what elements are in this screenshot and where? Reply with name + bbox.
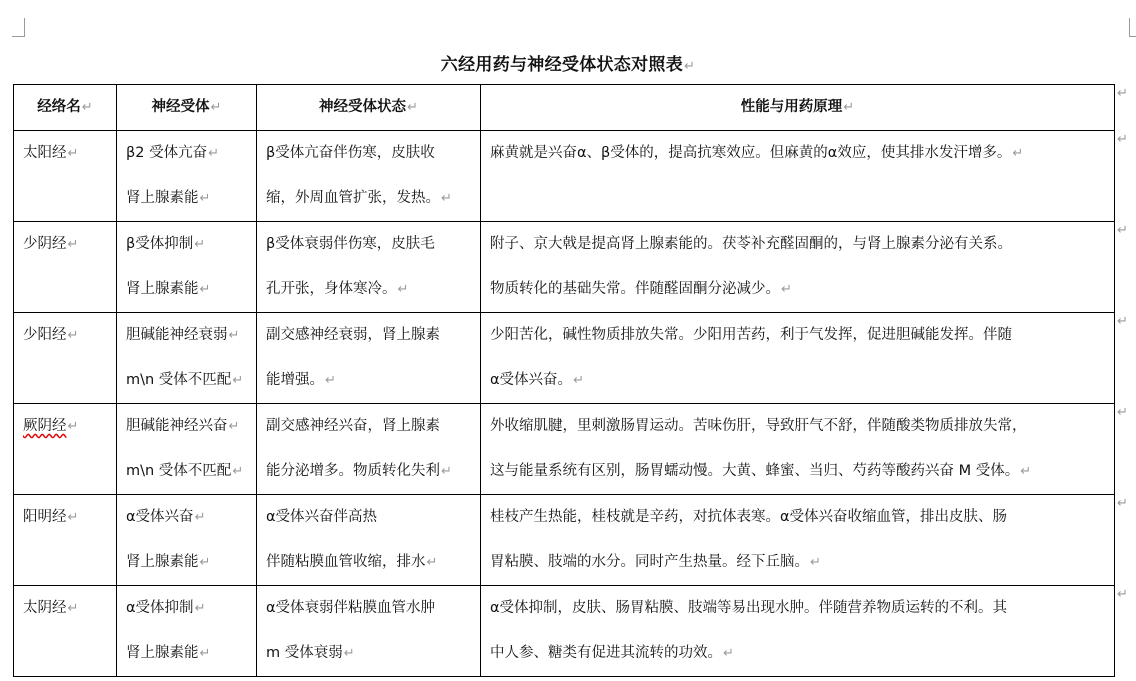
comparison-table [13,84,1115,677]
cell-line [490,404,1114,449]
cell-line [490,495,1114,540]
cell-line [126,540,256,585]
principle-text: 中人参、糖类有促进其流转的功效。 [490,645,722,661]
cell-line [266,131,480,176]
state-text: 副交感神经兴奋，肾上腺素 [266,418,440,434]
state-text: 缩，外周血管扩张，发热。 [266,190,440,206]
paragraph-mark-icon: ↵ [67,419,79,434]
cell-line [490,267,1114,312]
principle-text: 物质转化的基础失常。伴随醛固酮分泌减少。 [490,281,780,297]
cell-line [126,404,256,449]
cell-receptor[interactable] [117,495,257,586]
paragraph-mark-icon: ↵ [1020,464,1032,479]
paragraph-mark-icon: ↵ [199,191,211,206]
cell-principle[interactable] [481,495,1115,586]
paragraph-mark-icon: ↵ [194,510,206,525]
document-title-text: 六经用药与神经受体状态对照表 [440,55,683,75]
paragraph-mark-icon: ↵ [723,646,734,661]
row-end-mark-icon: ↵ [1117,587,1128,602]
principle-text: 外收缩肌腱，里刺激肠胃运动。苦味伤肝，导致肝气不舒，伴随酸类物质排放失常， [490,418,1027,434]
cell-line [126,631,256,676]
cell-line [266,495,480,540]
cell-meridian[interactable] [14,313,117,404]
cell-line [490,540,1114,585]
cell-state[interactable] [257,404,481,495]
paragraph-mark-icon: ↵ [441,191,452,206]
table-row [14,222,1115,313]
paragraph-mark-icon: ↵ [208,146,219,161]
header-label: 神经受体状态 [319,99,407,115]
meridian-name: 太阳经 [23,145,67,161]
state-text: m 受体衰弱 [266,645,343,661]
cell-principle[interactable] [481,222,1115,313]
cell-meridian[interactable] [14,404,117,495]
paragraph-mark-icon: ↵ [228,419,240,434]
cell-state[interactable] [257,131,481,222]
receptor-text: 胆碱能神经衰弱 [126,327,228,343]
cell-line [126,313,256,358]
paragraph-mark-icon: ↵ [843,100,855,115]
meridian-name: 少阴经 [23,236,67,252]
receptor-text: m\n 受体不匹配 [126,372,232,388]
page-corner-mark-right [1129,18,1136,37]
cell-line [266,267,480,312]
meridian-name: 少阳经 [23,327,67,343]
cell-receptor[interactable] [117,313,257,404]
cell-meridian[interactable] [14,586,117,677]
row-end-mark-icon: ↵ [1117,132,1128,147]
paragraph-mark-icon: ↵ [397,282,409,297]
header-label: 经络名 [37,99,81,115]
cell-line [490,222,1114,267]
paragraph-mark-icon: ↵ [343,646,355,661]
header-cell-state[interactable] [257,85,481,131]
cell-line [126,222,256,267]
cell-state[interactable] [257,586,481,677]
cell-line [490,131,1114,176]
table-row [14,313,1115,404]
header-cell-principle[interactable] [481,85,1115,131]
table-row [14,404,1115,495]
receptor-text: 肾上腺素能 [126,281,199,297]
row-end-mark-icon: ↵ [1117,223,1128,238]
header-label: 性能与用药原理 [740,99,843,115]
cell-line [490,358,1114,403]
cell-line [266,404,480,449]
state-text: 孔开张，身体寒冷。 [266,281,397,297]
state-text: 能分泌增多。物质转化失利 [266,463,440,479]
cell-line [23,131,116,176]
cell-line [266,358,480,403]
page-corner-mark-left [12,18,25,37]
paragraph-mark-icon: ↵ [781,282,792,297]
cell-principle[interactable] [481,131,1115,222]
paragraph-mark-icon: ↵ [228,328,240,343]
state-text: 能增强。 [266,372,324,388]
meridian-name: 太阴经 [23,600,67,616]
paragraph-mark-icon: ↵ [684,59,696,74]
paragraph-mark-icon: ↵ [325,373,336,388]
state-text: 伴随粘膜血管收缩，排水 [266,554,426,570]
cell-meridian[interactable] [14,131,117,222]
header-cell-receptor[interactable] [117,85,257,131]
cell-state[interactable] [257,495,481,586]
table-header-row [14,85,1115,131]
paragraph-mark-icon: ↵ [1012,146,1024,161]
cell-line [490,176,1114,221]
paragraph-mark-icon: ↵ [232,373,244,388]
cell-line [266,176,480,221]
cell-line [490,586,1114,631]
cell-line [23,404,116,449]
principle-text: 麻黄就是兴奋α、β受体的，提高抗寒效应。但麻黄的α效应，使其排水发汗增多。 [490,145,1012,161]
cell-line [266,222,480,267]
cell-line [126,495,256,540]
header-label: 神经受体 [151,99,210,115]
principle-text: 少阳苦化，碱性物质排放失常。少阳用苦药，利于气发挥，促进胆碱能发挥。伴随 [490,327,1012,343]
principle-text: 这与能量系统有区别，肠胃蠕动慢。大黄、蜂蜜、当归、芍药等酸药兴奋 M 受体。 [490,463,1020,479]
cell-line [266,449,480,494]
cell-receptor[interactable] [117,222,257,313]
cell-line [490,313,1114,358]
cell-line [266,586,480,631]
table-row [14,495,1115,586]
receptor-text: β受体抑制 [126,236,194,252]
row-end-mark-icon: ↵ [1117,405,1128,420]
row-end-mark-icon: ↵ [1117,314,1128,329]
paragraph-mark-icon: ↵ [81,100,93,115]
state-text: β受体衰弱伴伤寒，皮肤毛 [266,236,435,252]
cell-principle[interactable] [481,586,1115,677]
paragraph-mark-icon: ↵ [67,237,79,252]
paragraph-mark-icon: ↵ [67,601,79,616]
paragraph-mark-icon: ↵ [426,555,438,570]
state-text: α受体兴奋伴高热 [266,509,378,525]
cell-receptor[interactable] [117,404,257,495]
cell-line [126,358,256,403]
principle-text: α受体抑制，皮肤、肠胃粘膜、肢端等易出现水肿。伴随营养物质运转的不利。其 [490,600,1008,616]
cell-line [23,222,116,267]
meridian-name: 厥阴经 [23,418,67,434]
principle-text: 胃粘膜、肢端的水分。同时产生热量。经下丘脑。 [490,554,809,570]
header-cell-meridian[interactable] [14,85,117,131]
cell-meridian[interactable] [14,495,117,586]
principle-text: 桂枝产生热能，桂枝就是辛药，对抗体表寒。α受体兴奋收缩血管，排出皮肤、肠 [490,509,1008,525]
receptor-text: m\n 受体不匹配 [126,463,232,479]
cell-principle[interactable] [481,313,1115,404]
row-end-mark-icon: ↵ [1117,496,1128,511]
receptor-text: 肾上腺素能 [126,190,199,206]
paragraph-mark-icon: ↵ [67,328,79,343]
state-text: α受体衰弱伴粘膜血管水肿 [266,600,436,616]
paragraph-mark-icon: ↵ [67,146,79,161]
receptor-text: 肾上腺素能 [126,645,199,661]
paragraph-mark-icon: ↵ [810,555,821,570]
table-row [14,131,1115,222]
state-text: β受体亢奋伴伤寒，皮肤收 [266,145,435,161]
receptor-text: α受体抑制 [126,600,194,616]
paragraph-mark-icon: ↵ [194,237,206,252]
cell-line [126,449,256,494]
principle-text: 附子、京大戟是提高肾上腺素能的。茯苓补充醛固酮的，与肾上腺素分泌有关系。 [490,236,1012,252]
cell-line [490,449,1114,494]
paragraph-mark-icon: ↵ [232,464,244,479]
table-row [14,586,1115,677]
cell-receptor[interactable] [117,131,257,222]
cell-meridian[interactable] [14,222,117,313]
cell-line [266,313,480,358]
cell-line [23,586,116,631]
paragraph-mark-icon: ↵ [67,510,79,525]
cell-line [126,267,256,312]
row-end-mark-icon: ↵ [1117,86,1128,101]
cell-line [490,631,1114,676]
paragraph-mark-icon: ↵ [199,282,211,297]
meridian-name: 阳明经 [23,509,67,525]
paragraph-mark-icon: ↵ [210,100,222,115]
paragraph-mark-icon: ↵ [194,601,206,616]
cell-state[interactable] [257,222,481,313]
receptor-text: 胆碱能神经兴奋 [126,418,228,434]
paragraph-mark-icon: ↵ [441,464,452,479]
paragraph-mark-icon: ↵ [199,646,211,661]
paragraph-mark-icon: ↵ [407,100,418,115]
receptor-text: α受体兴奋 [126,509,194,525]
state-text: 副交感神经衰弱，肾上腺素 [266,327,440,343]
cell-line [23,495,116,540]
receptor-text: β2 受体亢奋 [126,145,208,161]
cell-line [126,586,256,631]
cell-line [126,176,256,221]
cell-line [266,631,480,676]
cell-receptor[interactable] [117,586,257,677]
cell-principle[interactable] [481,404,1115,495]
cell-line [23,313,116,358]
principle-text: α受体兴奋。 [490,372,573,388]
paragraph-mark-icon: ↵ [573,373,584,388]
paragraph-mark-icon: ↵ [199,555,211,570]
document-title[interactable] [0,50,1136,75]
cell-line [126,131,256,176]
receptor-text: 肾上腺素能 [126,554,199,570]
cell-state[interactable] [257,313,481,404]
cell-line [266,540,480,585]
